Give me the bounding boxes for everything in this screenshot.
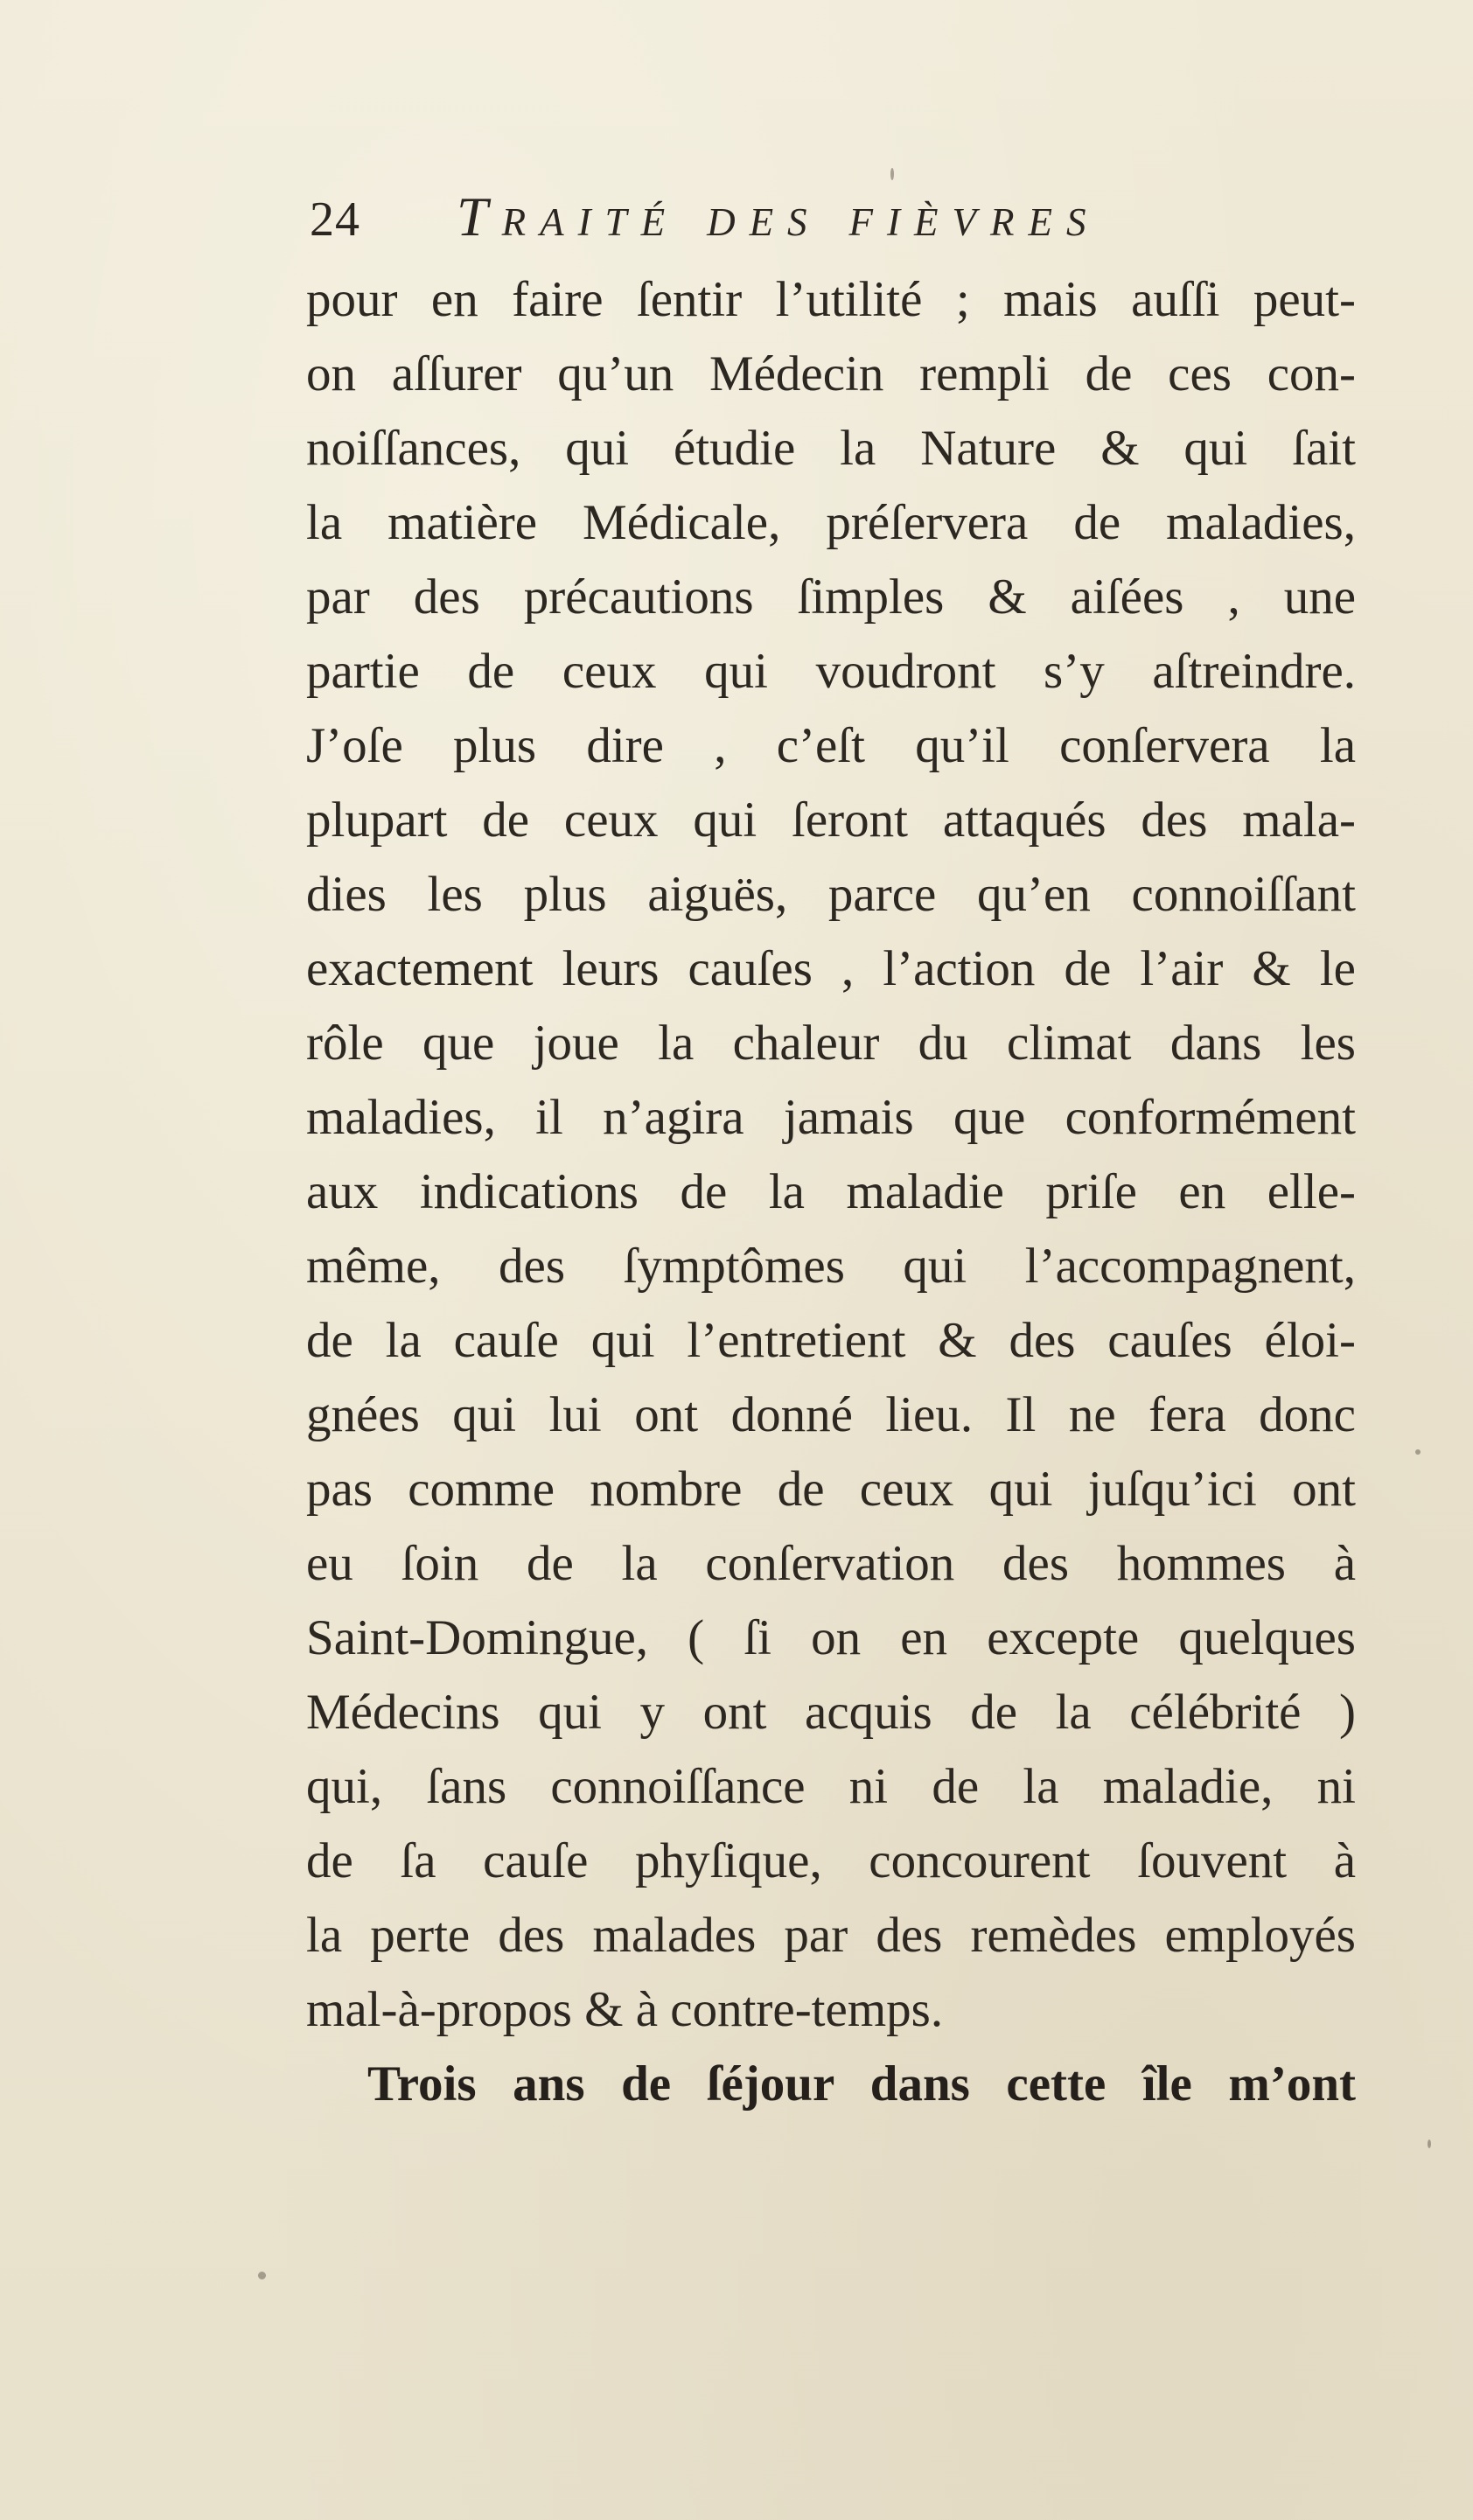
text-line: Médecins qui y ont acquis de la célébrité )	[306, 1685, 1356, 1740]
paper-speck	[1428, 2140, 1431, 2148]
paper-speck	[1415, 1449, 1421, 1455]
text-line: même, des ſymptômes qui l’accompagnent,	[306, 1239, 1356, 1294]
page-header	[310, 179, 1359, 267]
body-text	[306, 262, 1356, 2121]
paper-speck	[890, 168, 894, 180]
text-line: partie de ceux qui voudront s’y aſtreindre.	[306, 644, 1356, 699]
text-line: rôle que joue la chaleur du climat dans les	[306, 1016, 1356, 1071]
text-line: de ſa cauſe phyſique, concourent ſouvent à	[306, 1833, 1356, 1888]
text-line: la perte des malades par des remèdes employés	[306, 1908, 1356, 1963]
text-line: par des précautions ſimples & aiſées , une	[306, 569, 1356, 625]
text-line: qui, ſans connoiſſance ni de la maladie, ni	[306, 1759, 1356, 1814]
text-line: exactement leurs cauſes , l’action de l’air & le	[306, 941, 1356, 996]
text-line: pas comme nombre de ceux qui juſqu’ici ont	[306, 1462, 1356, 1517]
paper-speck	[258, 2272, 266, 2279]
text-line: Saint-Domingue, ( ſi on en excepte quelques	[306, 1610, 1356, 1665]
text-line-paragraph-start: Trois ans de ſéjour dans cette île m’ont	[367, 2056, 1356, 2112]
text-line: aux indications de la maladie priſe en elle-	[306, 1164, 1356, 1219]
text-line: la matière Médicale, préſervera de maladies,	[306, 495, 1356, 550]
text-line: plupart de ceux qui ſeront attaqués des mala-	[306, 792, 1356, 848]
text-line-paragraph-end: mal-à-propos & à contre-temps.	[306, 1982, 944, 2037]
text-line: pour en faire ſentir l’utilité ; mais auſſi peut-	[306, 272, 1356, 327]
text-line: J’oſe plus dire , c’eſt qu’il conſervera la	[306, 718, 1356, 773]
text-line: gnées qui lui ont donné lieu. Il ne fera donc	[306, 1387, 1356, 1442]
page-number: 24	[310, 192, 360, 247]
text-line: noiſſances, qui étudie la Nature & qui ſait	[306, 421, 1356, 476]
text-line: on aſſurer qu’un Médecin rempli de ces con-	[306, 346, 1356, 401]
text-line: dies les plus aiguës, parce qu’en connoiſſant	[306, 867, 1356, 922]
text-line: maladies, il n’agira jamais que conformément	[306, 1090, 1356, 1145]
running-title: Traité des fièvres	[457, 185, 1100, 248]
text-line: de la cauſe qui l’entretient & des cauſes éloi-	[306, 1313, 1356, 1368]
text-line: eu ſoin de la conſervation des hommes à	[306, 1536, 1356, 1591]
